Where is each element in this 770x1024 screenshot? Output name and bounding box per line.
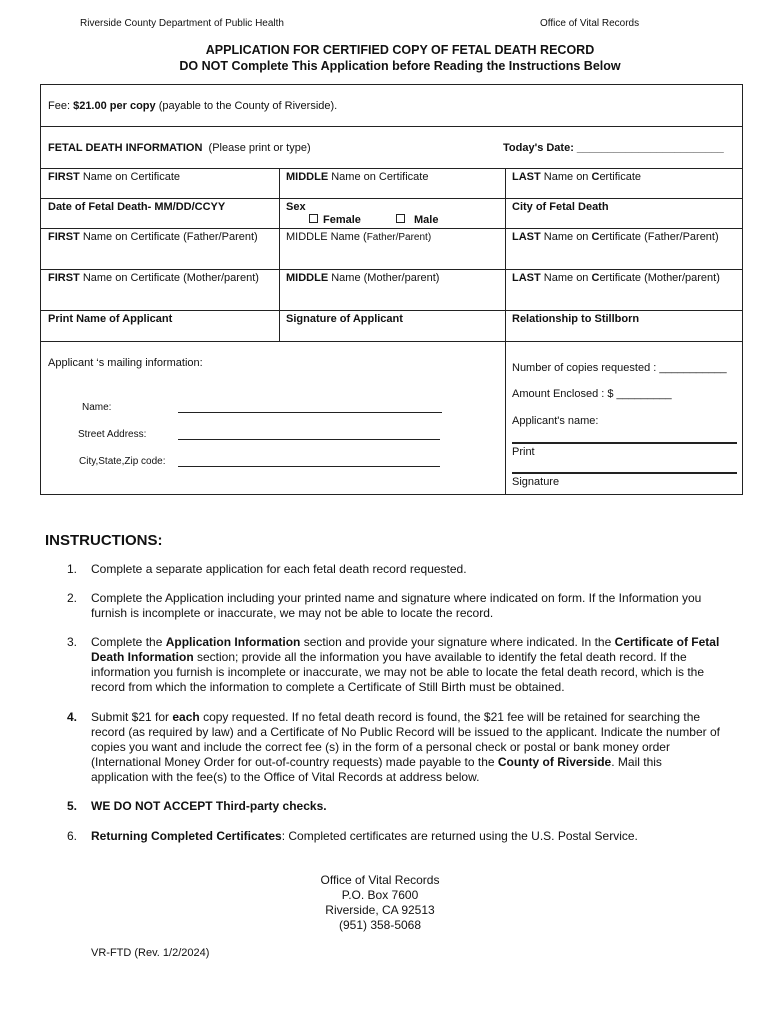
first-name-field[interactable]: FIRST Name on Certificate (48, 171, 181, 183)
mailing-street-label: Street Address: (78, 429, 147, 440)
father-first-name-field[interactable]: FIRST Name on Certificate (Father/Parent) (48, 231, 258, 243)
header-department: Riverside County Department of Public Health (80, 18, 284, 29)
instructions-heading: INSTRUCTIONS: (45, 532, 163, 549)
address-line: P.O. Box 7600 (341, 888, 419, 902)
address-line: Office of Vital Records (320, 873, 440, 887)
print-name-line[interactable] (512, 442, 737, 444)
applicants-name-label: Applicant's name: (512, 415, 599, 427)
mailing-city-input[interactable] (178, 456, 440, 467)
instruction-number: 2. (67, 591, 78, 605)
mailing-street-input[interactable] (178, 429, 440, 440)
instruction-number: 6. (67, 829, 78, 843)
mailing-city-label: City,State,Zip code: (79, 456, 166, 467)
amount-enclosed-field[interactable]: Amount Enclosed : $ _________ (512, 388, 672, 400)
form-title: APPLICATION FOR CERTIFIED COPY OF FETAL DEATH RECORD (205, 43, 595, 57)
copies-requested-field[interactable]: Number of copies requested : ___________ (512, 362, 727, 374)
father-last-name-field[interactable]: LAST Name on Certificate (Father/Parent) (512, 231, 719, 243)
instruction-number: 1. (67, 562, 78, 576)
revision-code: VR-FTD (Rev. 1/2/2024) (91, 947, 210, 959)
instruction-item: Complete the Application including your printed name and signature where indicated on form. If the Information you furnish is incomplete or inaccurate, we may not be able to locate the record. (91, 591, 702, 620)
middle-name-field[interactable]: MIDDLE Name on Certificate (286, 171, 429, 183)
instruction-number: 5. (67, 799, 78, 813)
mailing-name-input[interactable] (178, 402, 442, 413)
date-of-fetal-death-field[interactable]: Date of Fetal Death- MM/DD/CCYY (48, 201, 226, 213)
fetal-death-heading: FETAL DEATH INFORMATION (Please print or type) (48, 142, 311, 154)
signature-applicant-field[interactable]: Signature of Applicant (286, 313, 403, 325)
instruction-number: 3. (67, 635, 78, 649)
checkbox-icon[interactable] (309, 214, 318, 223)
instruction-item: Complete the Application Information section and provide your signature where indicated. In the Certificate of Fetal Death Information section; provide all the information you have available to identify the fetal death record. If the information you furnish is incomplete or inaccurate, we may not be able to locate the fetal death record, which is the record from which the information to complete a Certificate of Still Birth must be obtained. (91, 635, 720, 694)
instruction-item: WE DO NOT ACCEPT Third-party checks. (91, 799, 327, 813)
instruction-item: Complete a separate application for each fetal death record requested. (91, 562, 467, 576)
checkbox-icon[interactable] (396, 214, 405, 223)
mailing-heading: Applicant ‘s mailing information: (48, 357, 203, 369)
relationship-field[interactable]: Relationship to Stillborn (512, 313, 640, 325)
instruction-item: Returning Completed Certificates: Completed certificates are returned using the U.S. Postal Service. (91, 829, 638, 843)
todays-date-field[interactable]: Today's Date: ________________________ (503, 142, 724, 154)
form-warning: DO NOT Complete This Application before Reading the Instructions Below (179, 59, 621, 73)
city-of-fetal-death-field[interactable]: City of Fetal Death (512, 201, 609, 213)
mailing-name-label: Name: (82, 402, 112, 413)
mother-middle-name-field[interactable]: MIDDLE Name (Mother/parent) (286, 272, 440, 284)
sex-label: Sex (286, 201, 306, 213)
last-name-field[interactable]: LAST Name on Certificate (512, 171, 642, 183)
fee-line: Fee: $21.00 per copy (payable to the County of Riverside). (48, 100, 338, 112)
instruction-number: 4. (67, 710, 78, 724)
print-name-applicant-field[interactable]: Print Name of Applicant (48, 313, 173, 325)
instruction-item: Submit $21 for each copy requested. If no fetal death record is found, the $21 fee will be retained for searching the record (as required by law) and a Certificate of No Public Record will be issued to the applicant. Indicate the number of copies you want and include the correct fee (s) in the form of a personal check or postal or bank money order (International Money Order for out-of-country requests) made payable to the County of Riverside. Mail this application with the fee(s) to the Office of Vital Records at address below. (91, 710, 720, 784)
address-phone: (951) 358-5068 (338, 918, 422, 932)
mailing-address (0, 873, 760, 933)
print-label: Print (512, 446, 535, 458)
header-office: Office of Vital Records (540, 18, 640, 29)
signature-label: Signature (512, 476, 560, 488)
application-form (40, 84, 743, 495)
address-line: Riverside, CA 92513 (325, 903, 435, 917)
father-middle-name-field[interactable]: MIDDLE Name (Father/Parent) (286, 231, 432, 243)
mother-last-name-field[interactable]: LAST Name on Certificate (Mother/parent) (512, 272, 720, 284)
sex-male-option[interactable]: Male (396, 214, 438, 226)
sex-female-option[interactable]: Female (309, 214, 361, 226)
mother-first-name-field[interactable]: FIRST Name on Certificate (Mother/parent) (48, 272, 259, 284)
signature-line[interactable] (512, 472, 737, 474)
